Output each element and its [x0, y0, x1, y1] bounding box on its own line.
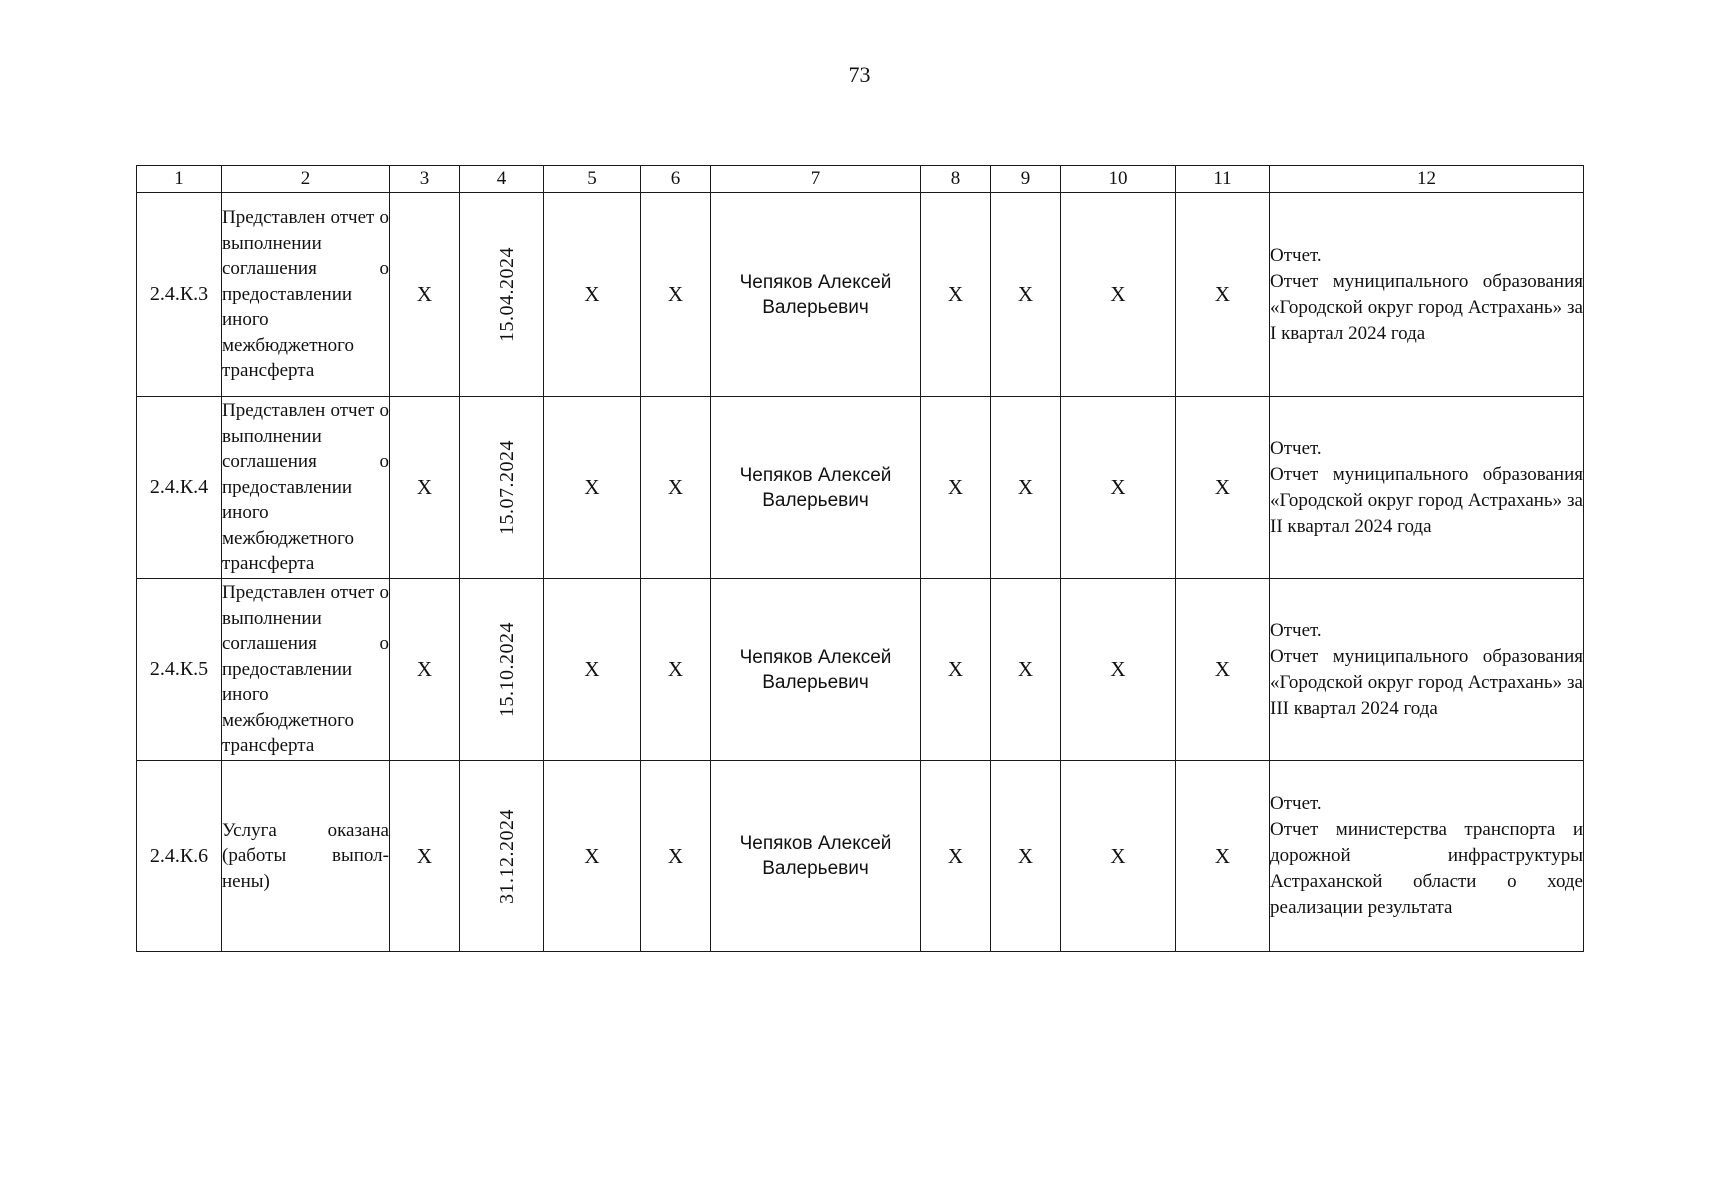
row-mark: X — [1061, 761, 1176, 952]
row-mark: X — [1061, 193, 1176, 397]
column-number-row — [137, 166, 1584, 193]
table-row — [137, 193, 1584, 397]
row-mark: X — [1061, 397, 1176, 579]
row-document-title: Отчет. — [1270, 437, 1322, 459]
row-date: 31.12.2024 — [496, 808, 518, 904]
row-mark: X — [1176, 193, 1270, 397]
row-mark: X — [544, 397, 641, 579]
row-mark: X — [390, 579, 460, 761]
row-document-title: Отчет. — [1270, 793, 1322, 814]
row-mark: X — [641, 193, 711, 397]
row-document — [1270, 193, 1584, 397]
row-mark: X — [921, 193, 991, 397]
row-date: 15.07.2024 — [496, 440, 518, 535]
table-row — [137, 761, 1584, 952]
row-code: 2.4.К.5 — [137, 579, 222, 761]
row-result: Представлен отчет о выполнении соглашения о предоставлении иного межбюджетного трансферта — [222, 397, 390, 579]
row-mark: X — [921, 761, 991, 952]
row-mark: X — [1061, 579, 1176, 761]
row-mark: X — [544, 579, 641, 761]
row-document — [1270, 579, 1584, 761]
row-mark: X — [544, 761, 641, 952]
row-document-title: Отчет. — [1270, 619, 1322, 641]
column-number: 9 — [991, 166, 1061, 193]
column-number: 4 — [460, 166, 544, 193]
table-row — [137, 579, 1584, 761]
row-mark: X — [641, 579, 711, 761]
row-result: Представлен отчет о выполнении соглашения о предоставлении иного межбюджетного трансферта — [222, 193, 390, 397]
row-mark: X — [390, 397, 460, 579]
row-mark: X — [544, 193, 641, 397]
column-number: 7 — [711, 166, 921, 193]
row-document — [1270, 761, 1584, 952]
row-code: 2.4.К.3 — [137, 193, 222, 397]
row-mark: X — [1176, 579, 1270, 761]
table-row — [137, 397, 1584, 579]
row-document-body: Отчет министерства транспорта и дорожной инфраструктуры Астраханской области о ходе реализации результата — [1270, 819, 1583, 918]
row-document-title: Отчет. — [1270, 244, 1322, 266]
column-number: 6 — [641, 166, 711, 193]
row-mark: X — [921, 579, 991, 761]
row-result: Услуга оказана (работы выполнены) — [222, 761, 390, 952]
row-mark: X — [991, 579, 1061, 761]
row-document-body: Отчет муниципального образования «Городской округ город Астрахань» за I квартал 2024 года — [1270, 270, 1583, 344]
row-responsible: Чепяков Алексей Валерьевич — [711, 193, 921, 397]
row-date-cell — [460, 761, 544, 952]
column-number: 5 — [544, 166, 641, 193]
row-mark: X — [641, 761, 711, 952]
row-mark: X — [390, 761, 460, 952]
column-number: 3 — [390, 166, 460, 193]
row-result: Представлен отчет о выполнении соглашения о предоставлении иного межбюджетного трансферта — [222, 579, 390, 761]
row-document — [1270, 397, 1584, 579]
row-date-cell — [460, 193, 544, 397]
row-date: 15.04.2024 — [496, 247, 518, 342]
row-code: 2.4.К.6 — [137, 761, 222, 952]
row-mark: X — [991, 397, 1061, 579]
column-number: 2 — [222, 166, 390, 193]
column-number: 1 — [137, 166, 222, 193]
row-mark: X — [1176, 761, 1270, 952]
row-document-body: Отчет муниципального образования «Городской округ город Астрахань» за II квартал 2024 года — [1270, 463, 1583, 537]
row-mark: X — [390, 193, 460, 397]
row-mark: X — [641, 397, 711, 579]
row-responsible: Чепяков Алексей Валерьевич — [711, 397, 921, 579]
row-mark: X — [1176, 397, 1270, 579]
row-date-cell — [460, 397, 544, 579]
row-mark: X — [991, 193, 1061, 397]
page-number: 73 — [848, 62, 871, 87]
row-code: 2.4.К.4 — [137, 397, 222, 579]
column-number: 8 — [921, 166, 991, 193]
column-number: 10 — [1061, 166, 1176, 193]
column-number: 12 — [1270, 166, 1584, 193]
row-mark: X — [921, 397, 991, 579]
row-date: 15.10.2024 — [496, 622, 518, 717]
row-responsible: Чепяков Алексей Валерьевич — [711, 579, 921, 761]
row-date-cell — [460, 579, 544, 761]
row-responsible: Чепяков Алексей Валерьевич — [711, 761, 921, 952]
row-mark: X — [991, 761, 1061, 952]
control-points-table — [136, 165, 1584, 952]
column-number: 11 — [1176, 166, 1270, 193]
row-document-body: Отчет муниципального образования «Городской округ город Астрахань» за III квартал 2024 года — [1270, 645, 1583, 719]
